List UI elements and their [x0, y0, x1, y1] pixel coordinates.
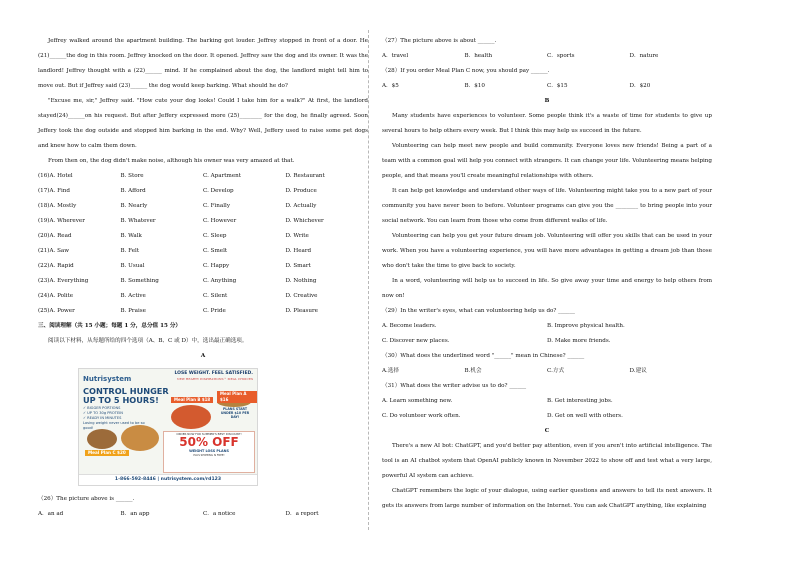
ad-footer-contact: 1-866-592-8446 | nutrisystem.com/rd123	[79, 474, 257, 485]
question-27-options	[382, 49, 712, 64]
question-27: （27）The picture above is about ______.	[382, 38, 497, 44]
option: (16)A. Hotel	[38, 173, 73, 179]
nutrisystem-ad-image	[78, 368, 258, 486]
passage-b-paragraph: Many students have experiences to volunteer. Some people think it's a waste of time for students to give up several hours to help others every week. But I think this may help us succeed in the future.	[382, 113, 712, 134]
option: B. Improve physical health.	[547, 323, 625, 329]
option: C. Anything	[203, 278, 237, 284]
option: B．an app	[120, 511, 150, 517]
option: (23)A. Everything	[38, 278, 89, 284]
option: D. Write	[285, 233, 309, 239]
option-row-17	[38, 184, 368, 199]
option: B. Something	[120, 278, 159, 284]
question-31: （31）What does the writer advise us to do? ______	[382, 383, 527, 389]
option: C.方式	[547, 368, 565, 374]
cloze-paragraph-2: "Excuse me, sir," Jeffrey said. "How cute your dog looks! Could I take him for a walk?" At first, the landlord stayed(24)______on his request. But after Jeffery expressed more (25)________ for the dog, he finally agreed. Soon Jeffery took the dog outside and stopped him barking in the end. Why? Well, Jeffery used to raise some pet dogs and knew how to calm them down.	[38, 98, 368, 149]
option: D.建议	[629, 368, 647, 374]
ad-bullet: ✓ UP TO 30g PROTEIN	[83, 411, 123, 415]
option: C. Silent	[203, 293, 228, 299]
left-column	[38, 34, 368, 522]
question-31-options	[382, 394, 712, 424]
ad-offer-top: ORDER NOW FOR SUMMER'S BEST DISCOUNT!	[176, 432, 242, 436]
passage-c-label: C	[544, 428, 550, 434]
option-row-21	[38, 244, 368, 259]
ad-offer-box	[163, 431, 255, 473]
option-row-19	[38, 214, 368, 229]
option: C. Smelt	[203, 248, 228, 254]
option: B. Walk	[120, 233, 142, 239]
passage-b-paragraph: In a word, volunteering will help us to succeed in life. So give away your time and energy to help others from now on!	[382, 278, 712, 299]
option: C．$15	[547, 83, 568, 89]
passage-b-paragraph: It can help get knowledge and understand other ways of life. Volunteering might take you to a new part of your community you have never been to before. Volunteer programs can give you the ________ to bring people into your social network. You can learn from those who come from different walks of life.	[382, 188, 712, 224]
section-heading: 三、阅读理解（共 15 小题；每题 1 分，总分值 15 分）	[38, 323, 182, 329]
food-plate-image	[121, 425, 159, 451]
option: C. Apartment	[203, 173, 241, 179]
passage-b-paragraph: Volunteering can help you get your future dream job. Volunteering will offer you skills that can be used in your work. When you have a volunteering experience, you will have more advantages in getting a dream job than those who don't take the time to give back to society.	[382, 233, 712, 269]
option: C．sports	[547, 53, 575, 59]
option: D. Actually	[285, 203, 317, 209]
cloze-options	[38, 169, 368, 319]
option: B. Felt	[120, 248, 140, 254]
option: B. Get interesting jobs.	[547, 398, 613, 404]
option: (17)A. Find	[38, 188, 70, 194]
option-row-18	[38, 199, 368, 214]
option: D. Get on well with others.	[547, 413, 623, 419]
option: C. Do volunteer work often.	[382, 413, 461, 419]
question-28: （28）If you order Meal Plan C now, you should pay ______.	[382, 68, 550, 74]
option: C. Develop	[203, 188, 234, 194]
option: (25)A. Power	[38, 308, 75, 314]
option: (24)A. Polite	[38, 293, 74, 299]
question-26-options	[38, 507, 368, 522]
option: C. Sleep	[203, 233, 227, 239]
option: A.选择	[382, 368, 400, 374]
ad-offer-shipping: PLUS SHIPPING IS FREE!	[193, 454, 225, 457]
option: A．travel	[382, 53, 409, 59]
ad-bullet: ✓ READY IN MINUTES	[83, 416, 122, 420]
option: B. Nearly	[120, 203, 148, 209]
option: (21)A. Saw	[38, 248, 70, 254]
option: D. Smart	[285, 263, 311, 269]
ad-plans-note: PLANS START UNDER $10 PER DAY!	[220, 407, 250, 419]
option-row-23	[38, 274, 368, 289]
passage-b-label: B	[544, 98, 550, 104]
option: C. Pride	[203, 308, 226, 314]
option-row-25	[38, 304, 368, 319]
option: B．$10	[464, 83, 485, 89]
option: D．$20	[629, 83, 651, 89]
option: C. Discover new places.	[382, 338, 450, 344]
ad-headline: CONTROL HUNGER UP TO 5 HOURS!	[83, 386, 169, 405]
ad-bullet: ✓ BIGGER PORTIONS	[83, 406, 121, 410]
option: B. Afford	[120, 188, 146, 194]
ad-logo: Nutrisystem	[83, 375, 132, 383]
option: B．health	[464, 53, 493, 59]
option: D．a report	[285, 511, 319, 517]
option: C. Happy	[203, 263, 230, 269]
option: A. Become leaders.	[382, 323, 437, 329]
option: D. Produce	[285, 188, 317, 194]
option: D. Make more friends.	[547, 338, 611, 344]
option: (18)A. Mostly	[38, 203, 77, 209]
option: C．a notice	[203, 511, 236, 517]
meal-plan-b-badge: Meal Plan B $18	[171, 397, 213, 403]
right-column	[382, 34, 712, 514]
option: (19)A. Wherever	[38, 218, 85, 224]
option-row-16	[38, 169, 368, 184]
option: A. Learn something new.	[382, 398, 453, 404]
question-30: （30）What does the underlined word "______" mean in Chinese? ______	[382, 353, 585, 359]
option: D. Pleasure	[285, 308, 318, 314]
option: D. Heard	[285, 248, 312, 254]
section-instruction: 阅读以下材料，从每题所给的四个选项（A、B、C 或 D）中，选出最正确选项。	[48, 338, 248, 344]
option: A．an ad	[38, 511, 64, 517]
ad-bullet: Losing weight never used to be so good!	[83, 421, 145, 430]
column-divider	[368, 30, 369, 530]
option: (22)A. Rapid	[38, 263, 74, 269]
passage-c-paragraph: ChatGPT remembers the logic of your dialogue, using earlier questions and answers to tell its next answers. It gets its answers from large number of information on the Internet. You can ask ChatGPT anything, like explaining	[382, 488, 712, 509]
cloze-paragraph-3: From then on, the dog didn't make noise, although his owner was very amazed at that.	[48, 158, 295, 164]
meal-plan-a-badge: Meal Plan A $16	[217, 391, 257, 403]
option: B. Usual	[120, 263, 145, 269]
option: C. However	[203, 218, 237, 224]
food-plate-image	[171, 405, 211, 429]
option-row-20	[38, 229, 368, 244]
ad-tagline-2: NEW HEARTY INSPIRATIONS™ MEAL CHOICES	[176, 377, 253, 381]
option-row-22	[38, 259, 368, 274]
option: (20)A. Read	[38, 233, 72, 239]
food-plate-image	[87, 429, 117, 449]
ad-offer-discount: 50% OFF	[179, 435, 239, 449]
option: B. Store	[120, 173, 144, 179]
cloze-paragraph-1: Jeffrey walked around the apartment building. The barking got louder. Jeffrey stopped in front of a door. He (21)______the dog in this room. Jeffrey knocked on the door. It opened. Jeffrey saw the dog and its owner. It was the landlord! Jeffrey thought with a (22)______ mind. If he complained about the dog, the landlord might tell him to move out. But if Jeffrey said (23)______ the dog would keep barking. What should he do?	[38, 38, 368, 89]
question-29: （29）In the writer's eyes, what can volunteering help us do? ______	[382, 308, 575, 314]
option: C. Finally	[203, 203, 230, 209]
option: A．$5	[382, 83, 399, 89]
option: B. Praise	[120, 308, 146, 314]
ad-tagline: LOSE WEIGHT. FEEL SATISFIED.	[174, 371, 253, 376]
passage-b-paragraph: Volunteering can help meet new people and build community. Everyone loves new friends! Being a part of a team with a common goal will help you connect with strangers. It can change your life. Volunteering means helping people, and that means you'll create meaningful relationships with others.	[382, 143, 712, 179]
option-row-24	[38, 289, 368, 304]
ad-offer-subtitle: WEIGHT LOSS PLANS	[189, 449, 229, 453]
option: D. Nothing	[285, 278, 317, 284]
option: D．nature	[629, 53, 659, 59]
passage-c-paragraph: There's a new AI bot: ChatGPT, and you'd better pay attention, even if you aren't into artificial intelligence. The tool is an AI chatbot system that OpenAI publicly known in November 2022 to show off and test what a very large, powerful AI system can achieve.	[382, 443, 712, 479]
meal-plan-c-badge: Meal Plan C $20	[85, 450, 129, 456]
option: B. Whatever	[120, 218, 156, 224]
option: D. Creative	[285, 293, 318, 299]
option: D. Whichever	[285, 218, 324, 224]
question-30-options	[382, 364, 712, 379]
option: B.机会	[464, 368, 482, 374]
passage-a-label: A	[200, 353, 206, 359]
question-28-options	[382, 79, 712, 94]
question-29-options	[382, 319, 712, 349]
question-26: （26）The picture above is ______.	[38, 496, 135, 502]
option: B. Active	[120, 293, 146, 299]
option: D. Restaurant	[285, 173, 325, 179]
